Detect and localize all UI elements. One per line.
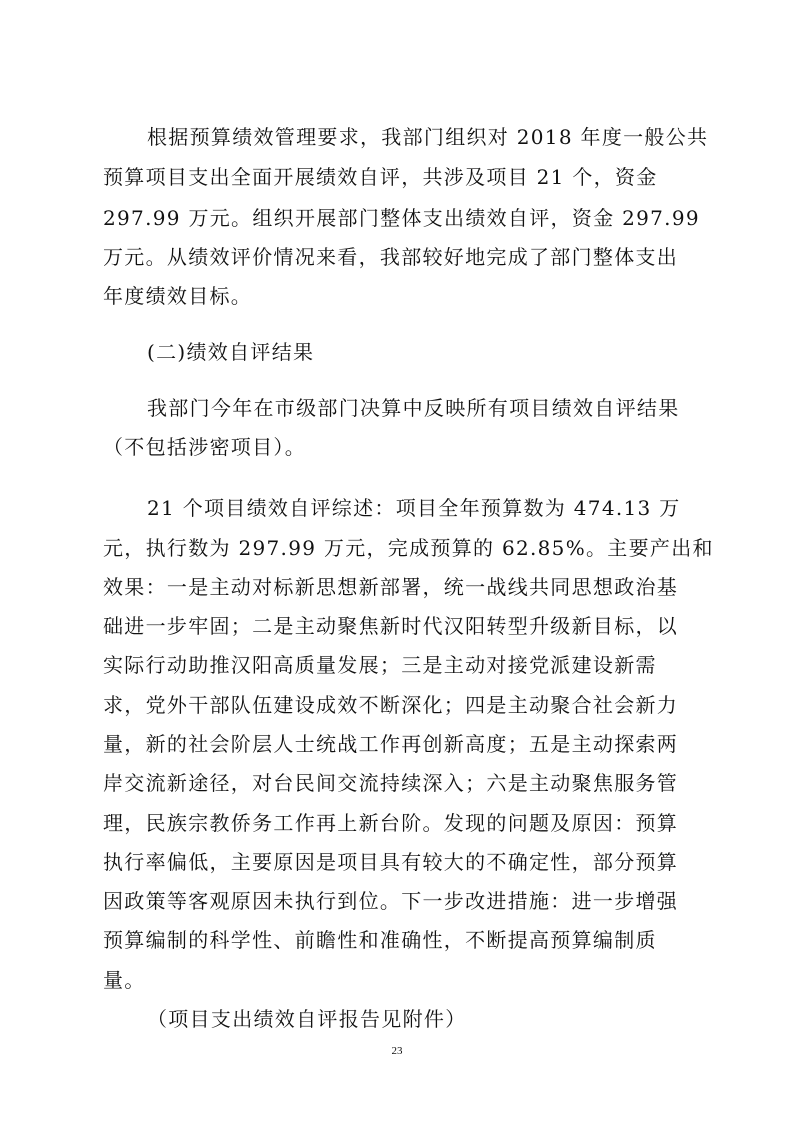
body-text-line: 预算编制的科学性、前瞻性和准确性，不断提高预算编制质 xyxy=(103,928,657,952)
body-text-line: 元，执行数为 297.99 万元，完成预算的 62.85%。主要产出和 xyxy=(103,536,714,560)
body-text-line: 执行率偏低，主要原因是项目具有较大的不确定性，部分预算 xyxy=(103,850,679,874)
body-text-line: 我部门今年在市级部门决算中反映所有项目绩效自评结果 xyxy=(147,396,680,420)
body-text-line: 因政策等客观原因未执行到位。下一步改进措施：进一步增强 xyxy=(103,889,679,913)
body-text-line: 础进一步牢固；二是主动聚焦新时代汉阳转型升级新目标，以 xyxy=(103,614,679,638)
body-text-line: 21 个项目绩效自评综述：项目全年预算数为 474.13 万 xyxy=(147,496,681,520)
body-text-line: 理，民族宗教侨务工作再上新台阶。发现的问题及原因：预算 xyxy=(103,811,679,835)
body-text-line: 量。 xyxy=(103,968,146,992)
body-text-line: 实际行动助推汉阳高质量发展；三是主动对接党派建设新需 xyxy=(103,653,657,677)
body-text-line: 年度绩效目标。 xyxy=(103,284,253,308)
body-text-line: 根据预算绩效管理要求，我部门组织对 2018 年度一般公共 xyxy=(147,125,709,149)
body-text-line: 量，新的社会阶层人士统战工作再创新高度；五是主动探索两 xyxy=(103,732,679,756)
section-heading: (二)绩效自评结果 xyxy=(147,340,315,364)
body-text-line: 万元。从绩效评价情况来看，我部较好地完成了部门整体支出 xyxy=(103,245,679,269)
page-number: 23 xyxy=(391,1045,403,1057)
body-text-line: 效果：一是主动对标新思想新部署，统一战线共同思想政治基 xyxy=(103,575,679,599)
attachment-note: （项目支出绩效自评报告见附件） xyxy=(147,1007,467,1031)
body-text-line: 预算项目支出全面开展绩效自评，共涉及项目 21 个，资金 xyxy=(103,165,658,189)
body-text-line: 297.99 万元。组织开展部门整体支出绩效自评，资金 297.99 xyxy=(103,206,700,230)
body-text-line: 岸交流新途径，对台民间交流持续深入；六是主动聚焦服务管 xyxy=(103,771,679,795)
body-text-line: 求，党外干部队伍建设成效不断深化；四是主动聚合社会新力 xyxy=(103,693,679,717)
body-text-line: （不包括涉密项目）。 xyxy=(103,435,306,459)
